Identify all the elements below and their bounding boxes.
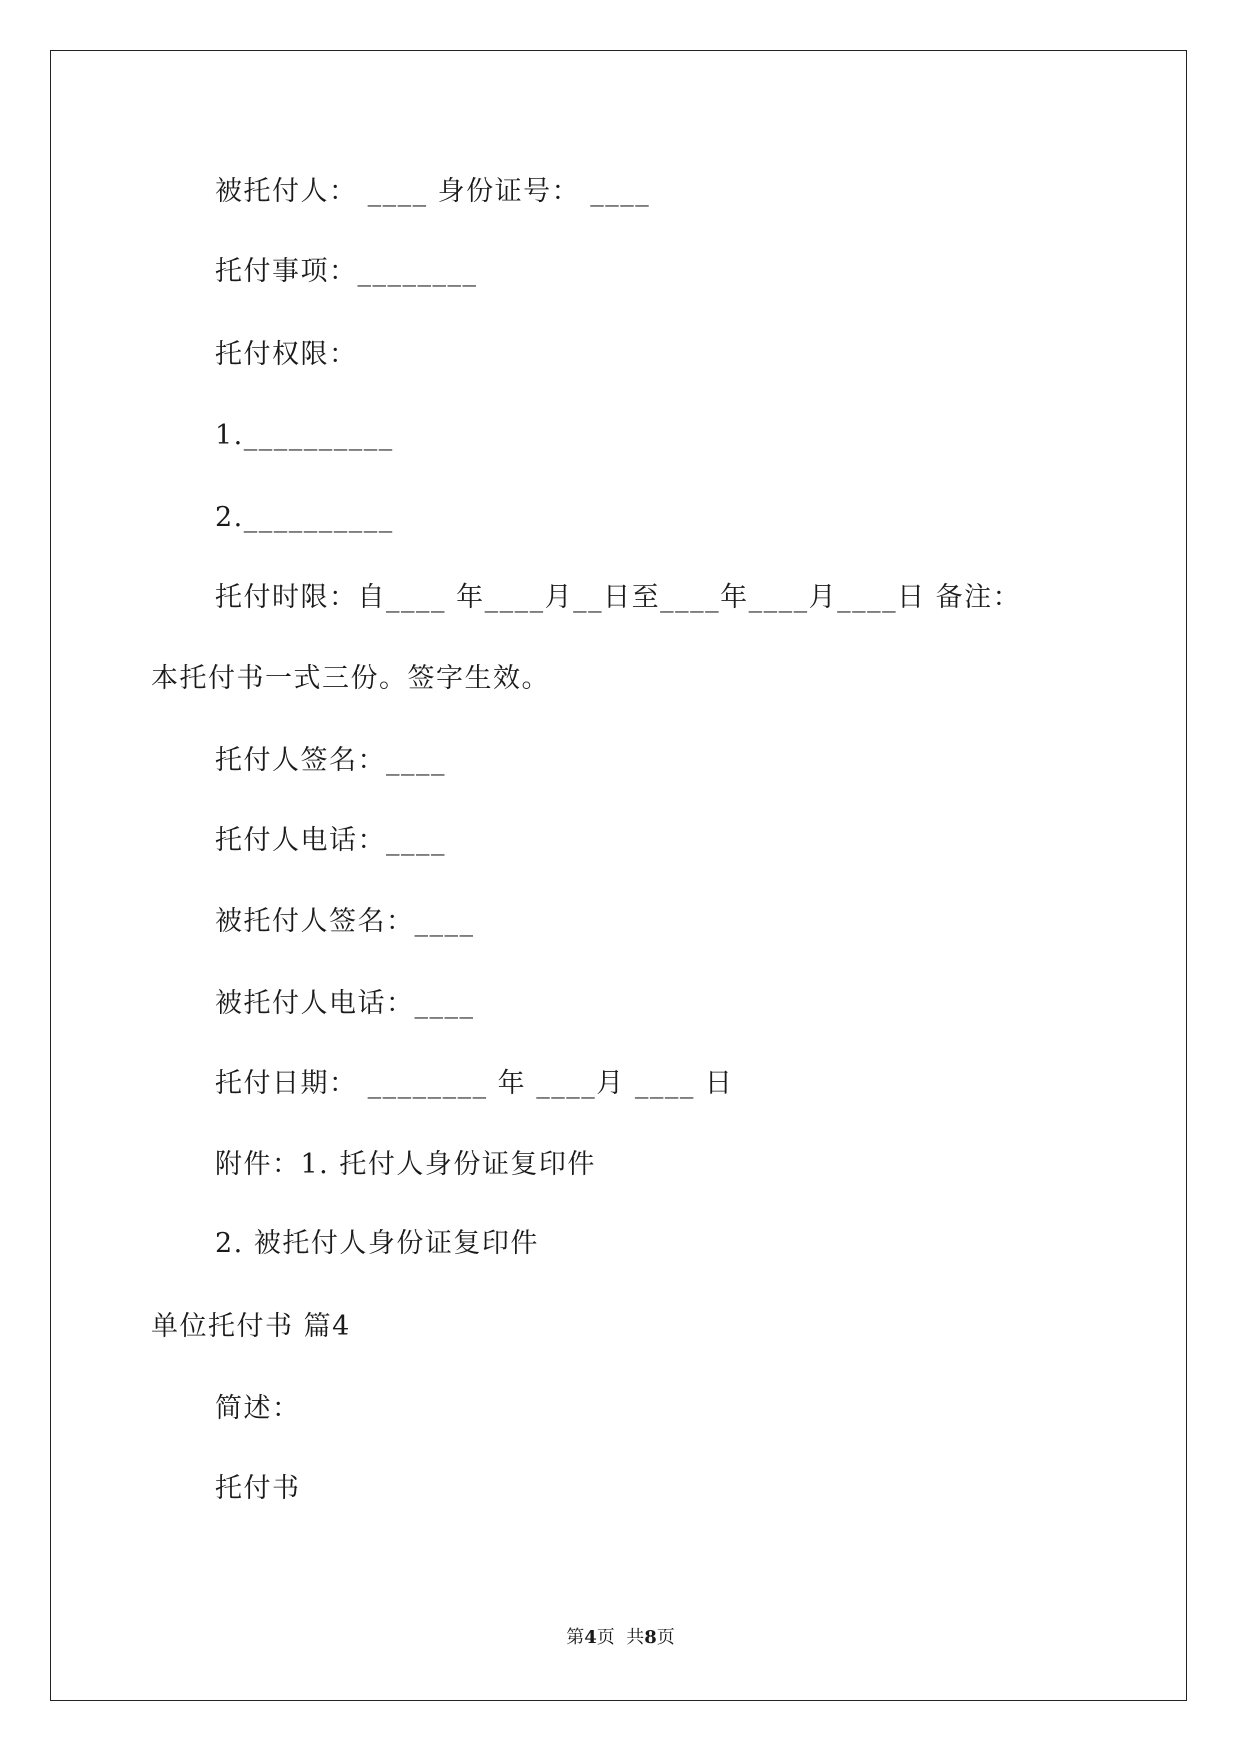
attachment-item-1: 附件：1. 托付人身份证复印件 (215, 1149, 596, 1180)
current-page-number: 4 (584, 1627, 597, 1648)
footer-middle: 页 共 (596, 1627, 645, 1648)
attachment-item-2: 2. 被托付人身份证复印件 (215, 1228, 539, 1259)
footer-prefix: 第 (566, 1627, 585, 1648)
authority-item-2: 2.__________ (215, 502, 394, 533)
entrusted-matter-line: 托付事项：________ (215, 256, 478, 287)
trustee-signature-line: 被托付人签名：____ (215, 906, 475, 937)
principal-signature-line: 托付人签名：____ (215, 745, 446, 776)
page-footer (0, 1627, 1241, 1649)
term-line: 托付时限：自____ 年____月__日至____年____月____日 备注： (215, 582, 1022, 613)
authority-heading: 托付权限： (215, 339, 358, 370)
principal-phone-line: 托付人电话：____ (215, 825, 446, 856)
trustee-phone-line: 被托付人电话：____ (215, 988, 475, 1019)
entrust-date-line: 托付日期： ________ 年 ____月 ____ 日 (215, 1068, 734, 1099)
copies-note: 本托付书一式三份。签字生效。 (151, 663, 550, 694)
document-title: 托付书 (215, 1473, 301, 1504)
page-border (50, 50, 1187, 1701)
total-pages-number: 8 (644, 1627, 657, 1648)
section-heading: 单位托付书 篇4 (151, 1311, 351, 1342)
authority-item-1: 1.__________ (215, 420, 394, 451)
footer-suffix: 页 (656, 1627, 675, 1648)
summary-label: 简述： (215, 1393, 301, 1424)
trustee-id-line: 被托付人： ____ 身份证号： ____ (215, 176, 651, 207)
